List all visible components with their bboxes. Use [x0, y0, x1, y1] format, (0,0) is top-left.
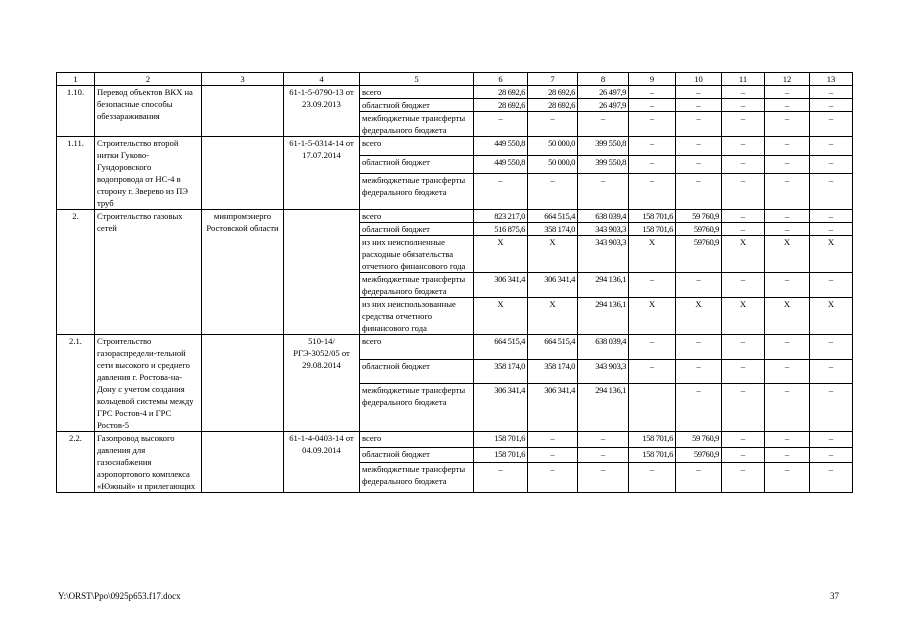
value-cell: –	[578, 112, 629, 137]
value-cell: –	[629, 335, 676, 360]
value-cell: Х	[629, 298, 676, 335]
funding-source: всего	[360, 335, 474, 360]
value-cell: Х	[474, 236, 528, 273]
funding-source: из них неиспользованные средства отчетного финансового года	[360, 298, 474, 335]
value-cell: 59 760,9	[676, 432, 722, 448]
value-cell: –	[629, 273, 676, 298]
value-cell: Х	[810, 298, 853, 335]
value-cell: –	[810, 463, 853, 493]
value-cell: –	[629, 359, 676, 384]
value-cell: 158 701,6	[629, 432, 676, 448]
item-name: Газопровод высокого давления для газоснабжения аэропортового комплекса «Южный» и прилегающих	[95, 432, 202, 493]
table-row	[57, 86, 853, 99]
value-cell: –	[722, 335, 765, 360]
item-number: 1.10.	[57, 86, 95, 137]
item-name: Перевод объектов ВКХ на безопасные способы обеззараживания	[95, 86, 202, 137]
value-cell: –	[676, 463, 722, 493]
value-cell: 59 760,9	[676, 210, 722, 223]
table-row	[57, 137, 853, 156]
value-cell: –	[528, 174, 578, 210]
value-cell: –	[528, 447, 578, 463]
value-cell: –	[722, 137, 765, 156]
value-cell: –	[810, 112, 853, 137]
value-cell: –	[676, 112, 722, 137]
value-cell: –	[578, 432, 629, 448]
value-cell: 638 039,4	[578, 210, 629, 223]
column-number: 1	[57, 73, 95, 86]
value-cell: –	[810, 99, 853, 112]
item-name: Строительство второй нитки Гуково-Гундоровского водопровода от НС-4 в сторону г. Зверево из ПЭ труб	[95, 137, 202, 210]
funding-source: всего	[360, 137, 474, 156]
column-number: 11	[722, 73, 765, 86]
value-cell: –	[765, 86, 810, 99]
value-cell: –	[722, 447, 765, 463]
item-name: Строительство газовых сетей	[95, 210, 202, 335]
value-cell: 158 701,6	[629, 223, 676, 236]
value-cell: –	[810, 359, 853, 384]
column-number: 9	[629, 73, 676, 86]
value-cell: 59760,9	[676, 447, 722, 463]
value-cell: 158 701,6	[629, 447, 676, 463]
executor	[202, 335, 284, 432]
value-cell: –	[676, 273, 722, 298]
value-cell: Х	[722, 298, 765, 335]
value-cell: 158 701,6	[629, 210, 676, 223]
value-cell: –	[722, 359, 765, 384]
value-cell: 449 550,8	[474, 137, 528, 156]
value-cell: 306 341,4	[528, 273, 578, 298]
value-cell: 664 515,4	[528, 335, 578, 360]
value-cell: –	[676, 359, 722, 384]
value-cell: –	[765, 447, 810, 463]
value-cell: 50 000,0	[528, 137, 578, 156]
value-cell: 343 903,3	[578, 359, 629, 384]
value-cell: 26 497,9	[578, 86, 629, 99]
value-cell: –	[810, 432, 853, 448]
column-number: 7	[528, 73, 578, 86]
value-cell: –	[722, 384, 765, 432]
document-reference: 61-1-5-0314-14 от 17.07.2014	[284, 137, 360, 210]
value-cell: –	[676, 335, 722, 360]
table-row	[57, 210, 853, 223]
value-cell: 294 136,1	[578, 273, 629, 298]
value-cell: –	[722, 155, 765, 174]
value-cell: –	[765, 155, 810, 174]
column-number: 3	[202, 73, 284, 86]
document-reference	[284, 210, 360, 335]
value-cell: Х	[629, 236, 676, 273]
value-cell: –	[765, 174, 810, 210]
value-cell: 158 701,6	[474, 432, 528, 448]
footer-file-path: Y:\ORST\Ppo\0925p653.f17.docx	[58, 591, 181, 601]
value-cell: 664 515,4	[474, 335, 528, 360]
value-cell: 294 136,1	[578, 384, 629, 432]
executor: минпромэнерго Ростовской области	[202, 210, 284, 335]
value-cell: –	[765, 335, 810, 360]
value-cell: Х	[528, 236, 578, 273]
value-cell: 358 174,0	[528, 223, 578, 236]
funding-source: всего	[360, 86, 474, 99]
value-cell	[629, 384, 676, 432]
column-number: 8	[578, 73, 629, 86]
value-cell: –	[722, 174, 765, 210]
value-cell: Х	[810, 236, 853, 273]
value-cell: 823 217,0	[474, 210, 528, 223]
column-number: 5	[360, 73, 474, 86]
table-header-row	[57, 73, 853, 86]
value-cell: –	[722, 463, 765, 493]
value-cell: 28 692,6	[528, 99, 578, 112]
value-cell: –	[810, 155, 853, 174]
funding-source: областной бюджет	[360, 359, 474, 384]
funding-source: областной бюджет	[360, 155, 474, 174]
funding-source: всего	[360, 432, 474, 448]
value-cell: –	[629, 174, 676, 210]
value-cell: –	[676, 86, 722, 99]
value-cell: –	[765, 112, 810, 137]
value-cell: –	[676, 99, 722, 112]
value-cell: –	[629, 112, 676, 137]
value-cell: –	[810, 174, 853, 210]
value-cell: –	[676, 384, 722, 432]
value-cell: –	[474, 112, 528, 137]
item-number: 1.11.	[57, 137, 95, 210]
funding-source: межбюджетные трансферты федерального бюджета	[360, 384, 474, 432]
value-cell: –	[722, 210, 765, 223]
value-cell: 399 550,8	[578, 155, 629, 174]
item-number: 2.	[57, 210, 95, 335]
column-number: 6	[474, 73, 528, 86]
value-cell: –	[765, 359, 810, 384]
value-cell: –	[810, 335, 853, 360]
value-cell: –	[578, 463, 629, 493]
value-cell: Х	[474, 298, 528, 335]
value-cell: 26 497,9	[578, 99, 629, 112]
item-name: Строительство газораспредели-тельной сети высокого и среднего давления г. Ростова-на-Дону с учетом создания кольцевой системы между ГРС Ростов-4 и ГРС Ростов-5	[95, 335, 202, 432]
value-cell: –	[765, 99, 810, 112]
value-cell: –	[810, 86, 853, 99]
value-cell: –	[676, 155, 722, 174]
value-cell: –	[629, 155, 676, 174]
value-cell: 306 341,4	[474, 384, 528, 432]
document-reference: 61-1-4-0403-14 от 04.09.2014	[284, 432, 360, 493]
funding-source: всего	[360, 210, 474, 223]
funding-source: областной бюджет	[360, 223, 474, 236]
value-cell: –	[722, 99, 765, 112]
value-cell: 358 174,0	[474, 359, 528, 384]
value-cell: –	[676, 137, 722, 156]
value-cell: –	[629, 463, 676, 493]
value-cell: –	[810, 210, 853, 223]
value-cell: –	[722, 86, 765, 99]
value-cell: –	[474, 174, 528, 210]
value-cell: Х	[765, 298, 810, 335]
value-cell: 449 550,8	[474, 155, 528, 174]
value-cell: Х	[722, 236, 765, 273]
value-cell: –	[528, 112, 578, 137]
budget-table	[56, 72, 853, 493]
value-cell: –	[578, 447, 629, 463]
value-cell: –	[765, 432, 810, 448]
value-cell: –	[528, 463, 578, 493]
value-cell: –	[810, 447, 853, 463]
value-cell: Х	[676, 298, 722, 335]
value-cell: –	[765, 223, 810, 236]
value-cell: –	[765, 384, 810, 432]
funding-source: из них неисполненные расходные обязательства отчетного финансового года	[360, 236, 474, 273]
funding-source: областной бюджет	[360, 447, 474, 463]
value-cell: 399 550,8	[578, 137, 629, 156]
value-cell: 343 903,3	[578, 236, 629, 273]
item-number: 2.2.	[57, 432, 95, 493]
value-cell: –	[722, 112, 765, 137]
value-cell: –	[629, 99, 676, 112]
value-cell: –	[629, 86, 676, 99]
value-cell: 59760,9	[676, 223, 722, 236]
value-cell: –	[722, 432, 765, 448]
document-reference: 61-1-5-0790-13 от 23.09.2013	[284, 86, 360, 137]
value-cell: –	[722, 273, 765, 298]
column-number: 4	[284, 73, 360, 86]
funding-source: межбюджетные трансферты федерального бюджета	[360, 112, 474, 137]
value-cell: –	[810, 223, 853, 236]
value-cell: 306 341,4	[474, 273, 528, 298]
value-cell: 28 692,6	[474, 86, 528, 99]
value-cell: Х	[528, 298, 578, 335]
table-body	[57, 73, 853, 493]
value-cell: –	[765, 210, 810, 223]
executor	[202, 432, 284, 493]
funding-source: межбюджетные трансферты федерального бюджета	[360, 174, 474, 210]
value-cell: –	[629, 137, 676, 156]
funding-source: межбюджетные трансферты федерального бюджета	[360, 463, 474, 493]
page-number: 37	[830, 591, 839, 601]
value-cell: –	[765, 273, 810, 298]
column-number: 13	[810, 73, 853, 86]
value-cell: 306 341,4	[528, 384, 578, 432]
value-cell: –	[765, 137, 810, 156]
table-row	[57, 335, 853, 360]
item-number: 2.1.	[57, 335, 95, 432]
value-cell: 294 136,1	[578, 298, 629, 335]
value-cell: –	[810, 384, 853, 432]
value-cell: –	[810, 273, 853, 298]
value-cell: 28 692,6	[474, 99, 528, 112]
value-cell: –	[474, 463, 528, 493]
value-cell: –	[578, 174, 629, 210]
value-cell: 28 692,6	[528, 86, 578, 99]
value-cell: 664 515,4	[528, 210, 578, 223]
funding-source: областной бюджет	[360, 99, 474, 112]
value-cell: Х	[765, 236, 810, 273]
value-cell: –	[722, 223, 765, 236]
value-cell: –	[528, 432, 578, 448]
table-row	[57, 432, 853, 448]
value-cell: 158 701,6	[474, 447, 528, 463]
value-cell: 50 000,0	[528, 155, 578, 174]
executor	[202, 137, 284, 210]
value-cell: –	[676, 174, 722, 210]
value-cell: –	[765, 463, 810, 493]
value-cell: 516 875,6	[474, 223, 528, 236]
funding-source: межбюджетные трансферты федерального бюджета	[360, 273, 474, 298]
executor	[202, 86, 284, 137]
value-cell: –	[810, 137, 853, 156]
value-cell: 358 174,0	[528, 359, 578, 384]
document-reference: 510-14/РГЭ-3052/05 от 29.08.2014	[284, 335, 360, 432]
value-cell: 638 039,4	[578, 335, 629, 360]
value-cell: 59760,9	[676, 236, 722, 273]
value-cell: 343 903,3	[578, 223, 629, 236]
column-number: 2	[95, 73, 202, 86]
column-number: 12	[765, 73, 810, 86]
column-number: 10	[676, 73, 722, 86]
